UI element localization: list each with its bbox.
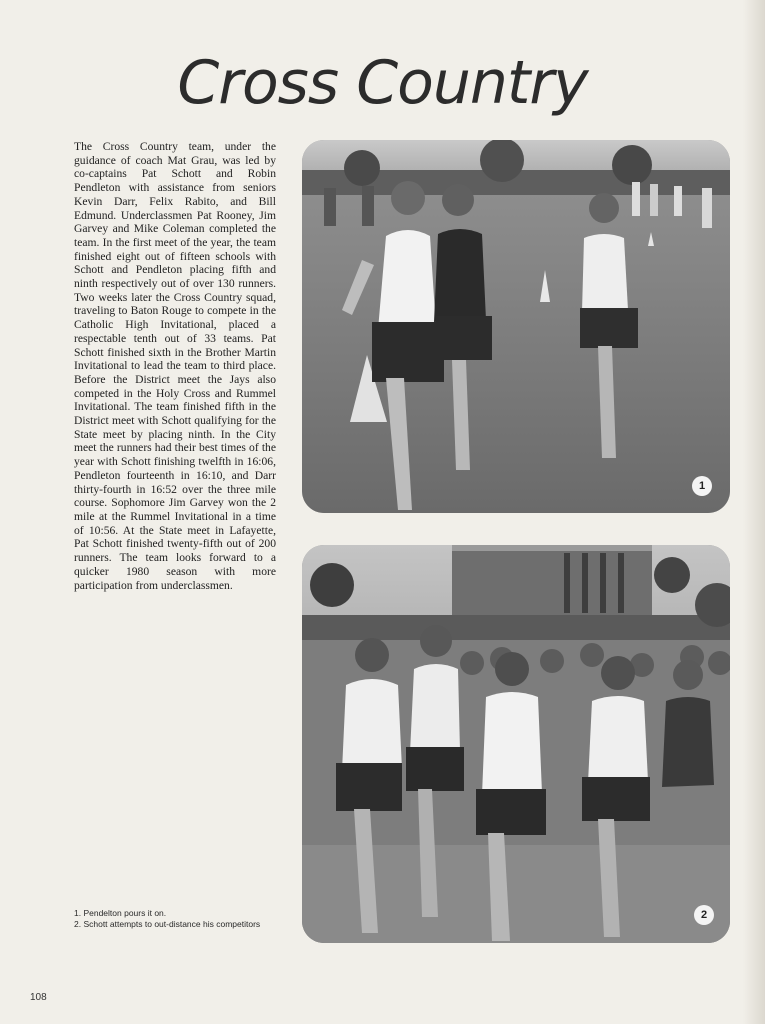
photo-2-image xyxy=(302,545,730,943)
photo-1-number-badge: 1 xyxy=(692,476,712,496)
photo-1-image xyxy=(302,140,730,513)
page-edge-shadow xyxy=(743,0,765,1024)
photo-runners-pack xyxy=(302,545,730,943)
page-title: Cross Country xyxy=(177,48,588,118)
caption-2: 2. Schott attempts to out-distance his competitors xyxy=(74,918,261,929)
caption-1: 1. Pendelton pours it on. xyxy=(74,908,167,918)
article-body: The Cross Country team, under the guidance of coach Mat Grau, was led by co-captains Pat Schott and Robin Pendleton with assistance from seniors Kevin Darr, Felix Rabito, and Bill Edmund. Underclassmen Pat Rooney, Jim Garvey and Mike Coleman completed the team. In the first meet of the year, the team finished eight out of fifteen schools with Schott and Pendleton placing fifth and ninth respectively out of over 130 runners. Two weeks later the Cross Country squad, traveling to Baton Rouge to compete in the Catholic High Invitational, placed a respectable tenth out of 33 teams. Pat Schott finished sixth in the Brother Martin Invitational to lead the team to third place. Before the District meet the Jays also competed in the Holy Cross and Rummel Invitational. The team finished fifth in the District meet with Schott qualifying for the State meet by placing ninth. In the City meet the runners had their best times of the year with Schott finishing twelfth in 16:06, Pendleton fourteenth in 16:10, and Darr thirty-fourth in 16:52 over the three mile course. Sophomore Jim Garvey won the 2 mile at the Rummel Invitational in a time of 10:56. At the State meet in Lafayette, Pat Schott finished twenty-fifth out of 200 runners. The team looks forward to a quicker 1980 season with more participation from underclassmen. xyxy=(74,140,276,592)
photo-2-number-badge: 2 xyxy=(694,905,714,925)
photo-captions xyxy=(74,908,279,929)
page-number: 108 xyxy=(30,992,47,1003)
photo-runners-field xyxy=(302,140,730,513)
